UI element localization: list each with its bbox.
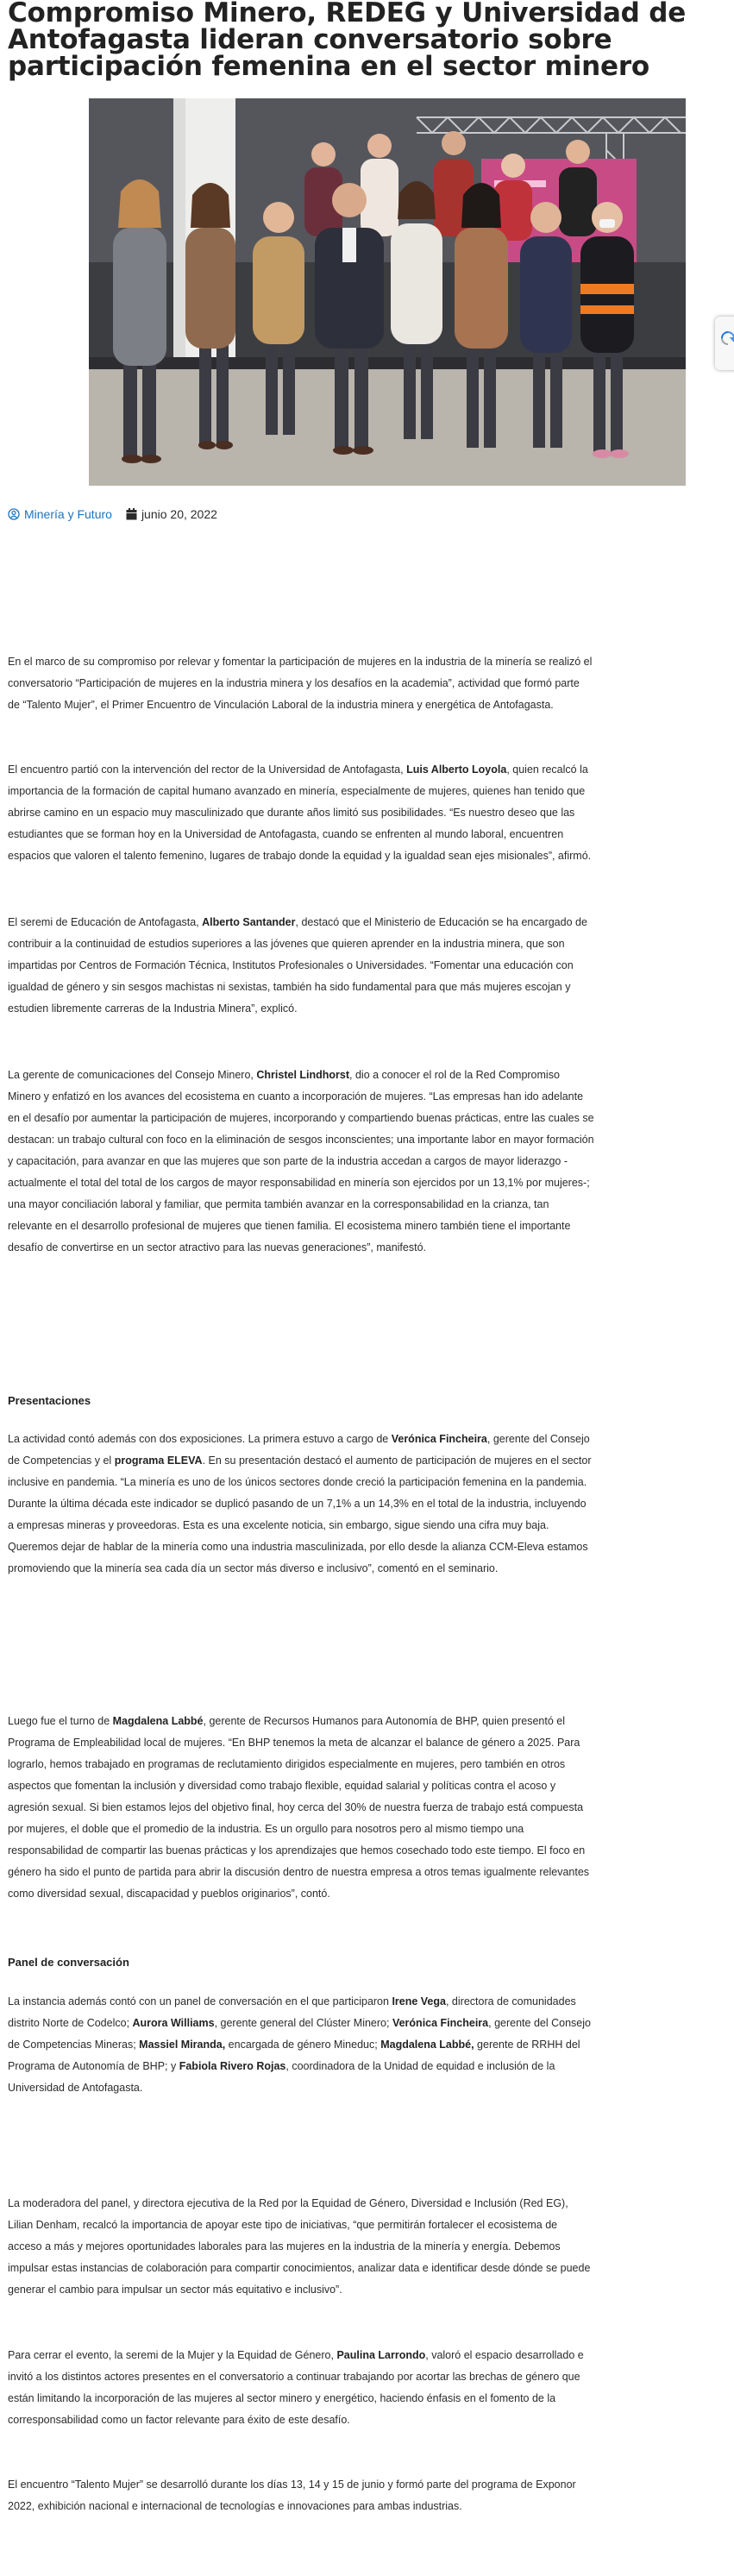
- paragraph-moderadora: La moderadora del panel, y directora ejecutiva de la Red por la Equidad de Género, Diversidad e Inclusión (Red EG), Lilian Denham, recalcó la importancia de apoyar este tipo de iniciativas, “que permitirán fortalecer el ecosistema de acceso a más y mejores oportunidades laborales para las mujeres en la industria de la minería y energía. Debemos impulsar estas instancias de colaboración para compartir conocimientos, analizar data e identificar desde dónde se puede generar el cambio para impulsar un sector más equitativo e inclusivo”.: [8, 2197, 591, 2296]
- article-title: Compromiso Minero, REDEG y Universidad de Antofagasta lideran conversatorio sobre participación femenina en el sector minero: [8, 0, 687, 82]
- calendar-icon: [126, 508, 137, 520]
- category-label[interactable]: Minería y Futuro: [24, 507, 112, 521]
- user-circle-icon: [8, 508, 20, 520]
- paragraph-consejo-minero: La gerente de comunicaciones del Consejo Minero, Christel Lindhorst, dio a conocer el rol de la Red Compromiso Minero y enfatizó en los avances del ecosistema en cuanto a incorporación de mujeres. “Las empresas han ido adelante en el desafío por aumentar la participación de mujeres, incorporando y compartiendo buenas prácticas, entre las cuales se destacan: un trabajo cultural con foco en la eliminación de sesgos inconscientes; una importante labor en mayor formación y capacitación, para avanzar en que las mujeres que son parte de la industria accedan a cargos de mayor liderazgo -actualmente el total del total de los cargos de mayor responsabilidad en minería son ejercidos por un 13,1% por mujeres-; una mayor conciliación laboral y familiar, que permita también avanzar en la corresponsabilidad en la crianza, tan relevante en el desarrollo profesional de mujeres que tienen familia. El ecosistema minero también tiene el importante desafío de convertirse en un sector atractivo para las nuevas generaciones”, manifestó.: [8, 1069, 594, 1253]
- paragraph-presentacion-eleva: La actividad contó además con dos exposiciones. La primera estuvo a cargo de Verónica Fincheira, gerente del Consejo de Competencias y el programa ELEVA. En su presentación destacó el aumento de participación de mujeres en el sector inclusive en pandemia. “La minería es uno de los únicos sectores donde creció la participación femenina en la pandemia. Durante la última década este indicador se duplicó pasando de un 7,1% a un 14,3% en el total de la industria, incluyendo a empresas mineras y proveedoras. Esta es una excelente noticia, sin embargo, sigue siendo una cifra muy baja. Queremos dejar de hablar de la minería como una industria masculinizada, por ello desde la alianza CCM-Eleva estamos promoviendo que la minería sea cada día un sector más diverso e inclusivo”, comentó en el seminario.: [8, 1433, 592, 1574]
- group-photo: [89, 98, 686, 486]
- section-heading-panel: Panel de conversación: [8, 1956, 129, 1969]
- article-meta: [8, 506, 217, 523]
- recaptcha-icon: [720, 330, 734, 346]
- paragraph-presentacion-bhp: Luego fue el turno de Magdalena Labbé, gerente de Recursos Humanos para Autonomía de BHP, quien presentó el Programa de Empleabilidad local de mujeres. “En BHP tenemos la meta de alcanzar el balance de género a 2025. Para lograrlo, hemos trabajado en programas de reclutamiento dirigidos especialmente en mujeres, pero también en otros aspectos que fomentan la inclusión y diversidad como trabajo flexible, equidad salarial y políticas contra el acoso y agresión sexual. Si bien estamos lejos del objetivo final, hoy cerca del 30% de nuestra fuerza de trabajo está compuesta por mujeres, el doble que el promedio de la industria. Es un orgullo para nosotros pero al mismo tiempo una responsabilidad de compartir las buenas prácticas y los aprendizajes que hemos cosechado todo este tiempo. El foco en género ha sido el punto de partida para abrir la discusión dentro de nuestra empresa a otros temas igualmente relevantes como diversidad sexual, discapacidad y pueblos originarios”, contó.: [8, 1715, 590, 1900]
- paragraph-panel: La instancia además contó con un panel de conversación en el que participaron Irene Vega, directora de comunidades distrito Norte de Codelco; Aurora Williams, gerente general del Clúster Minero; Verónica Fincheira, gerente del Consejo de Competencias Mineras; Massiel Miranda, encargada de género Mineduc; Magdalena Labbé, gerente de RRHH del Programa de Autonomía de BHP; y Fabiola Rivero Rojas, coordinadora de la Unidad de equidad e inclusión de la Universidad de Antofagasta.: [8, 1995, 591, 2094]
- recaptcha-badge[interactable]: [715, 317, 734, 370]
- group-photo-illustration: [89, 98, 686, 486]
- paragraph-seremi-educacion: El seremi de Educación de Antofagasta, Alberto Santander, destacó que el Ministerio de Educación se ha encargado de contribuir a la continuidad de estudios superiores a las jóvenes que quieren aprender en la industria minera, que son impartidas por Centros de Formación Técnica, Institutos Profesionales o Universidades. “Fomentar una educación con igualdad de género y sin sesgos machistas ni sexistas, también ha sido fundamental para que más mujeres escojan y estudien libremente carreras de la Industria Minera”, explicó.: [8, 916, 587, 1015]
- paragraph-talento-mujer: El encuentro “Talento Mujer” se desarrolló durante los días 13, 14 y 15 de junio y formó parte del programa de Exponor 2022, exhibición nacional e internacional de tecnologías e innovaciones para ambas industrias.: [8, 2479, 576, 2512]
- paragraph-cierre: Para cerrar el evento, la seremi de la Mujer y la Equidad de Género, Paulina Larrondo, valoró el espacio desarrollado e invitó a los distintos actores presentes en el conversatorio a continuar trabajando por acortar las brechas de género que están limitando la incorporación de las mujeres al sector minero y energético, haciendo énfasis en el fomento de la corresponsabilidad como un factor relevante para éxito de este desafío.: [8, 2349, 584, 2426]
- paragraph-intro: En el marco de su compromiso por relevar y fomentar la participación de mujeres en la industria de la minería se realizó el conversatorio “Participación de mujeres en la industria minera y los desafíos en la academia”, actividad que formó parte de “Talento Mujer”, el Primer Encuentro de Vinculación Laboral de la industria minera y energética de Antofagasta.: [8, 656, 593, 711]
- date-label: junio 20, 2022: [141, 507, 217, 521]
- category-link[interactable]: [8, 507, 112, 521]
- paragraph-rector: El encuentro partió con la intervención del rector de la Universidad de Antofagasta, Luis Alberto Loyola, quien recalcó la importancia de la formación de capital humano avanzado en minería, especialmente de mujeres, quienes han tenido que abrirse camino en un espacio muy masculinizado que durante años limitó sus posibilidades. “Es nuestro deseo que las estudiantes que se forman hoy en la Universidad de Antofagasta, cuando se enfrenten al mundo laboral, encuentren espacios que valoren el talento femenino, lugares de trabajo donde la equidad y la igualdad sean ejes misionales”, afirmó.: [8, 763, 592, 862]
- publish-date: [126, 507, 217, 521]
- section-heading-presentaciones: Presentaciones: [8, 1394, 91, 1407]
